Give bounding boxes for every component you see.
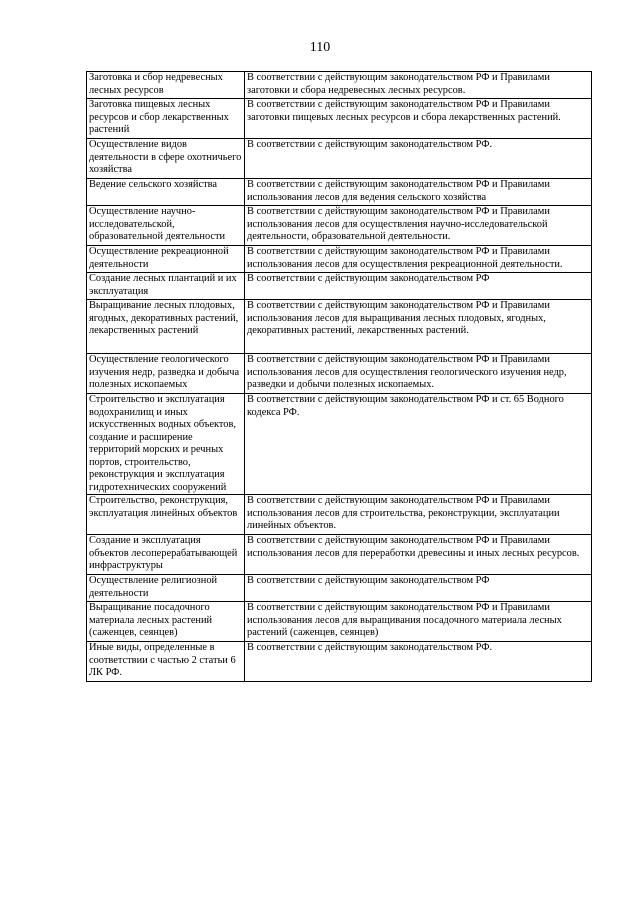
activity-cell: Иные виды, определенные в соответствии с частью 2 статьи 6 ЛК РФ. <box>87 642 245 682</box>
table-row <box>87 394 592 495</box>
table-row <box>87 206 592 246</box>
table-row <box>87 139 592 179</box>
activity-cell: Строительство и эксплуатация водохранилищ и иных искусственных водных объектов, создание и расширение территорий морских и речных портов, строительство, реконструкция и эксплуатация гидротехнических сооружений <box>87 394 245 495</box>
page-number: 110 <box>309 40 331 55</box>
basis-cell: В соответствии с действующим законодательством РФ и Правилами использования лесов для осуществления научно-исследовательской деятельности, образовательной деятельности. <box>245 206 592 246</box>
activity-cell: Создание лесных плантаций и их эксплуатация <box>87 273 245 300</box>
table-row <box>87 642 592 682</box>
activity-cell: Ведение сельского хозяйства <box>87 179 245 206</box>
table-row <box>87 273 592 300</box>
basis-cell: В соответствии с действующим законодательством РФ и Правилами использования лесов для переработки древесины и иных лесных ресурсов. <box>245 535 592 575</box>
table-row <box>87 602 592 642</box>
activity-cell: Осуществление геологического изучения недр, разведка и добыча полезных ископаемых <box>87 354 245 394</box>
forest-use-table <box>86 71 592 682</box>
basis-cell: В соответствии с действующим законодательством РФ и Правилами использования лесов для осуществления рекреационной деятельности. <box>245 246 592 273</box>
basis-cell: В соответствии с действующим законодательством РФ. <box>245 642 592 682</box>
table-row <box>87 575 592 602</box>
activity-cell: Осуществление религиозной деятельности <box>87 575 245 602</box>
basis-cell: В соответствии с действующим законодательством РФ и Правилами использования лесов для выращивания посадочного материала лесных растений (саженцев, сеянцев) <box>245 602 592 642</box>
activity-cell: Создание и эксплуатация объектов лесоперерабатывающей инфраструктуры <box>87 535 245 575</box>
basis-cell: В соответствии с действующим законодательством РФ и Правилами заготовки пищевых лесных ресурсов и сбора лекарственных растений. <box>245 99 592 139</box>
activity-cell: Осуществление научно-исследовательской, образовательной деятельности <box>87 206 245 246</box>
basis-cell: В соответствии с действующим законодательством РФ и Правилами использования лесов для выращивания лесных плодовых, ягодных, декоративных растений, лекарственных растений. <box>245 300 592 354</box>
table-row <box>87 246 592 273</box>
basis-cell: В соответствии с действующим законодательством РФ и Правилами использования лесов для строительства, реконструкции, эксплуатации линейных объектов. <box>245 495 592 535</box>
activity-cell: Заготовка пищевых лесных ресурсов и сбор лекарственных растений <box>87 99 245 139</box>
basis-cell: В соответствии с действующим законодательством РФ и Правилами использования лесов для осуществления геологического изучения недр, разведки и добычи полезных ископаемых. <box>245 354 592 394</box>
table-row <box>87 354 592 394</box>
activity-cell: Заготовка и сбор недревесных лесных ресурсов <box>87 72 245 99</box>
activity-cell: Строительство, реконструкция, эксплуатация линейных объектов <box>87 495 245 535</box>
basis-cell: В соответствии с действующим законодательством РФ и Правилами использования лесов для ведения сельского хозяйства <box>245 179 592 206</box>
basis-cell: В соответствии с действующим законодательством РФ <box>245 575 592 602</box>
table-row <box>87 495 592 535</box>
activity-cell: Выращивание лесных плодовых, ягодных, декоративных растений, лекарственных растений <box>87 300 245 354</box>
activity-cell: Осуществление рекреационной деятельности <box>87 246 245 273</box>
table-row <box>87 179 592 206</box>
basis-cell: В соответствии с действующим законодательством РФ и Правилами заготовки и сбора недревесных лесных ресурсов. <box>245 72 592 99</box>
activity-cell: Осуществление видов деятельности в сфере охотничьего хозяйства <box>87 139 245 179</box>
activity-cell: Выращивание посадочного материала лесных растений (саженцев, сеянцев) <box>87 602 245 642</box>
table-row <box>87 535 592 575</box>
basis-cell: В соответствии с действующим законодательством РФ <box>245 273 592 300</box>
basis-cell: В соответствии с действующим законодательством РФ и ст. 65 Водного кодекса РФ. <box>245 394 592 495</box>
basis-cell: В соответствии с действующим законодательством РФ. <box>245 139 592 179</box>
table-row <box>87 300 592 354</box>
table-row <box>87 99 592 139</box>
table-row <box>87 72 592 99</box>
